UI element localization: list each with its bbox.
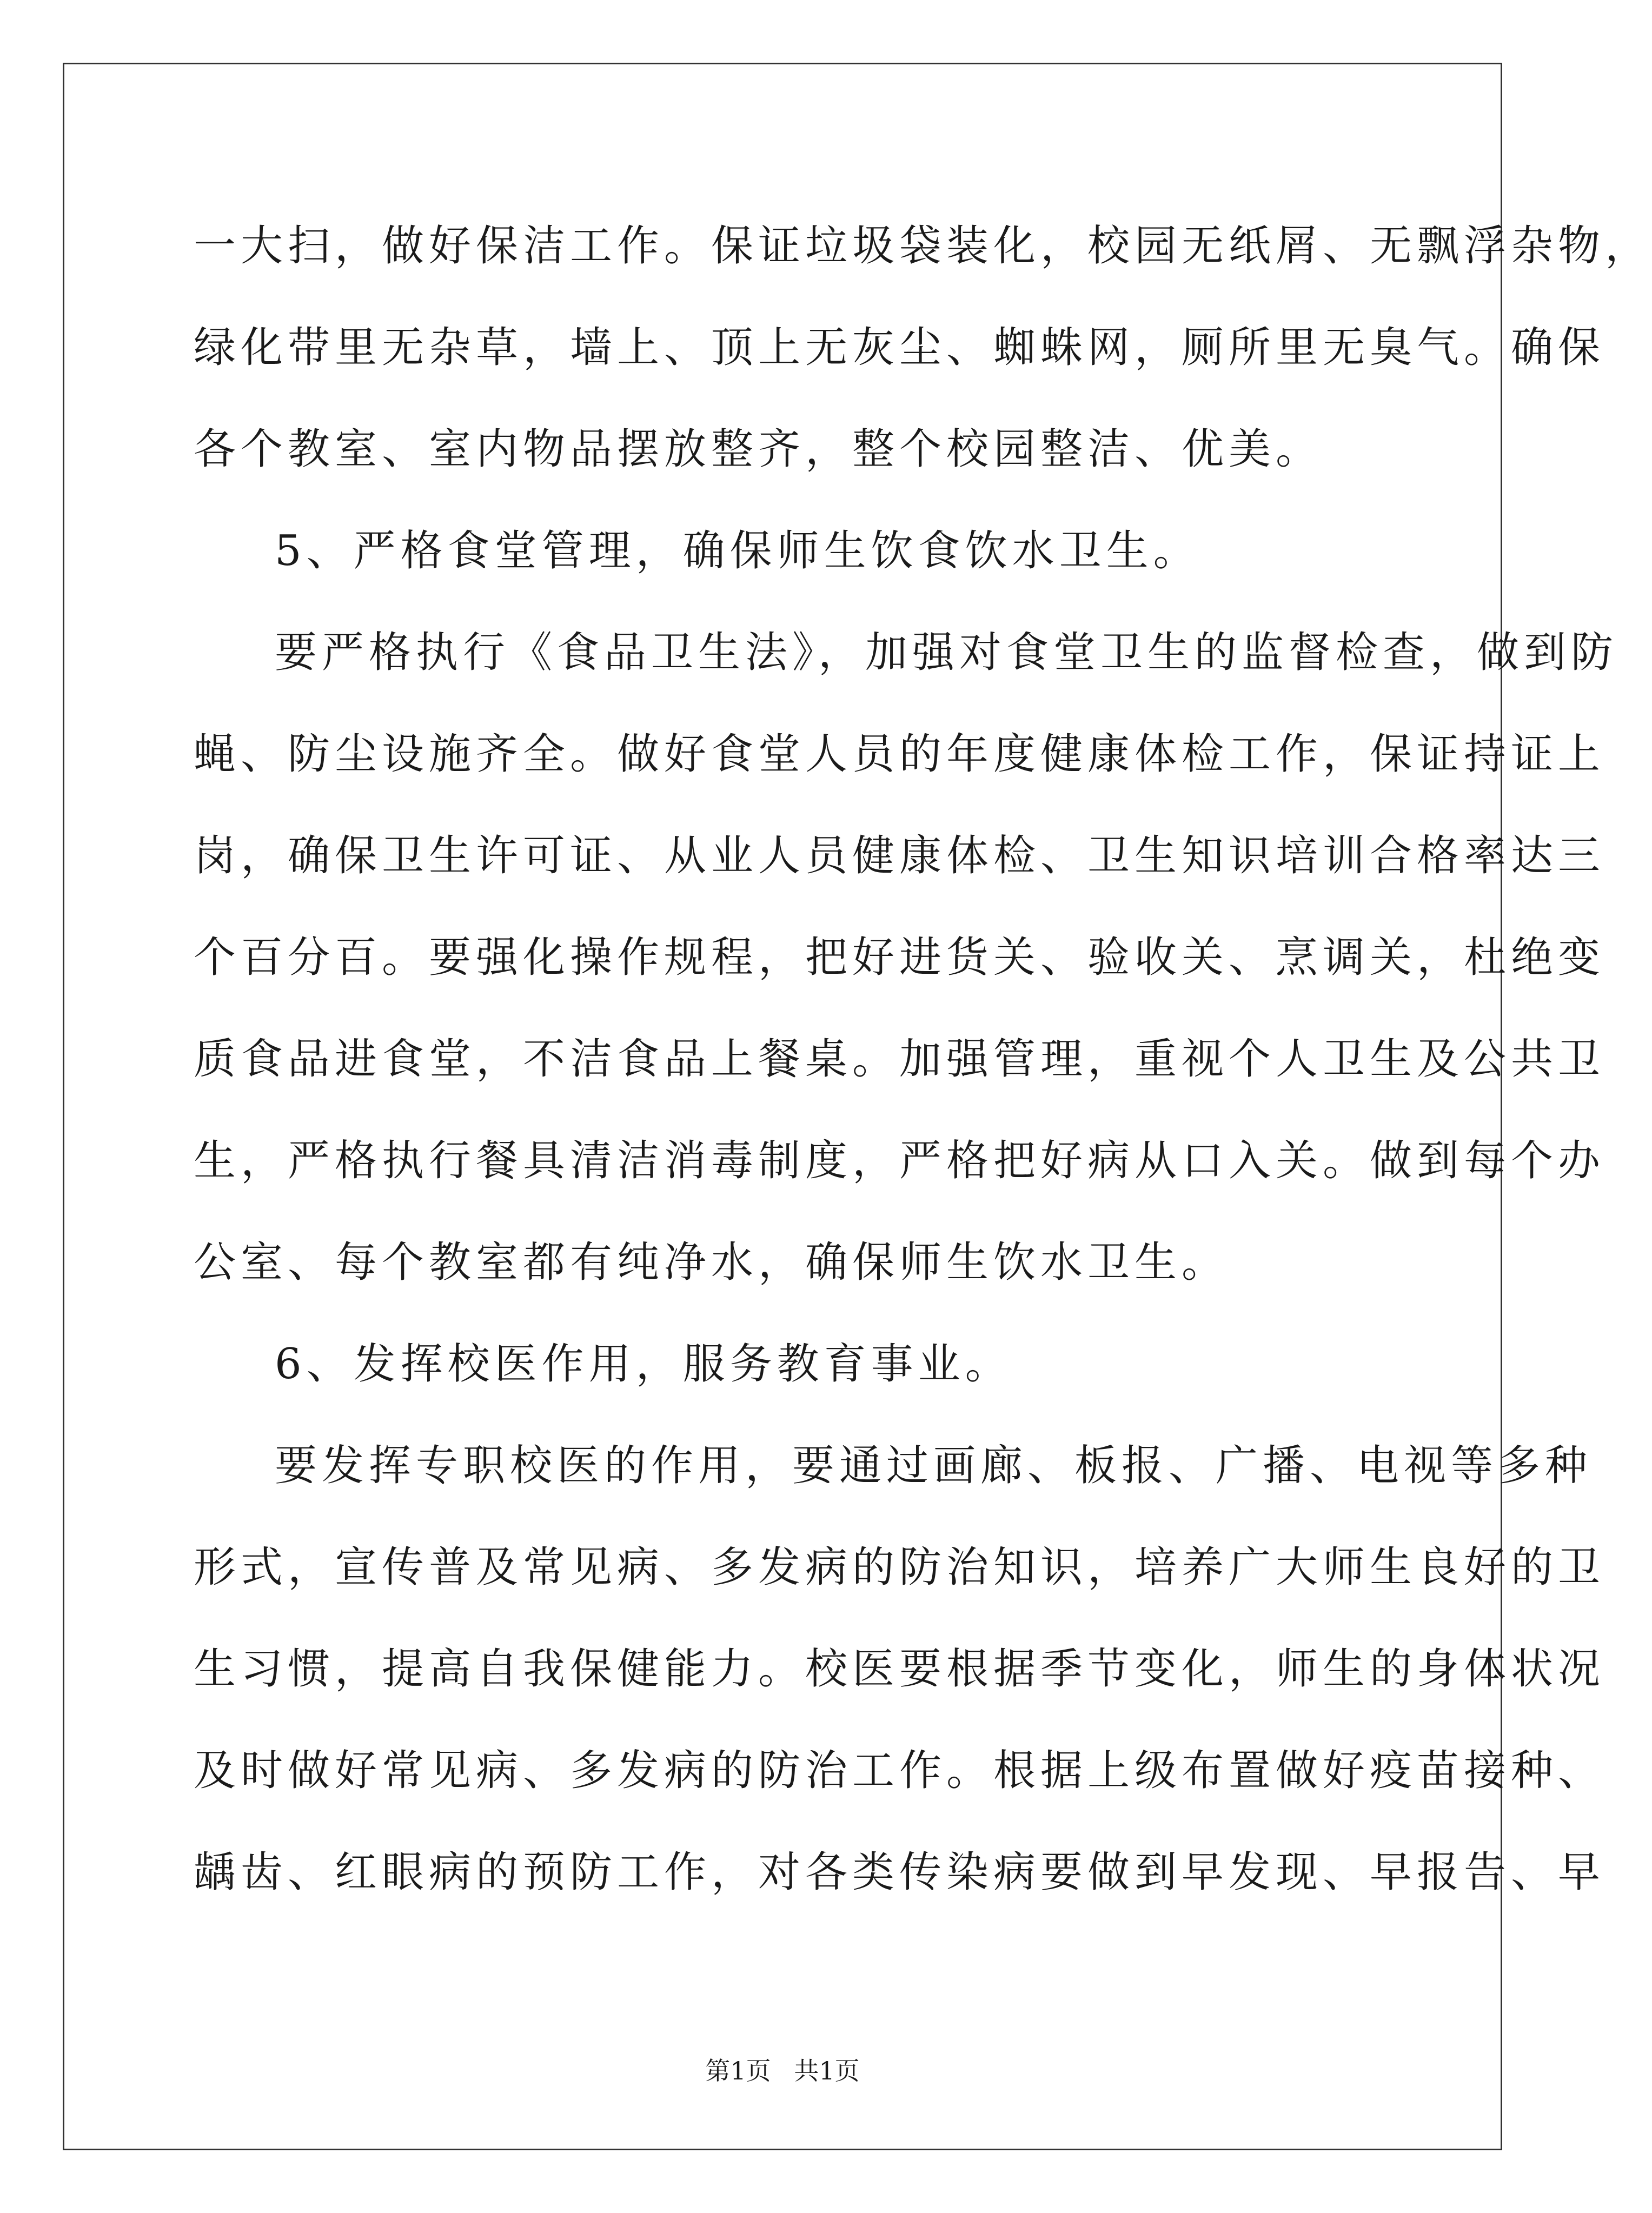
text-line: 要发挥专职校医的作用，要通过画廊、板报、广播、电视等多种 — [275, 1441, 1593, 1490]
text-line: 各个教室、室内物品摆放整齐，整个校园整洁、优美。 — [194, 425, 1323, 474]
text-line: 个百分百。要强化操作规程，把好进货关、验收关、烹调关，杜绝变 — [194, 933, 1605, 982]
text-line: 生，严格执行餐具清洁消毒制度，严格把好病从口入关。做到每个办 — [194, 1137, 1605, 1185]
text-line: 岗，确保卫生许可证、从业人员健康体检、卫生知识培训合格率达三 — [194, 832, 1605, 880]
section-heading-5: 5、严格食堂管理，确保师生饮食饮水卫生。 — [275, 527, 1200, 575]
text-line: 一大扫，做好保洁工作。保证垃圾袋装化，校园无纸屑、无飘浮杂物， — [194, 222, 1652, 270]
text-line: 形式，宣传普及常见病、多发病的防治知识，培养广大师生良好的卫 — [194, 1543, 1605, 1592]
page-number: 第1页 — [705, 2056, 771, 2085]
text-line: 生习惯，提高自我保健能力。校医要根据季节变化，师生的身体状况 — [194, 1645, 1605, 1693]
text-line: 及时做好常见病、多发病的防治工作。根据上级布置做好疫苗接种、 — [194, 1746, 1605, 1795]
text-line: 龋齿、红眼病的预防工作，对各类传染病要做到早发现、早报告、早 — [194, 1848, 1605, 1897]
text-line: 蝇、防尘设施齐全。做好食堂人员的年度健康体检工作，保证持证上 — [194, 730, 1605, 779]
text-line: 质食品进食堂，不洁食品上餐桌。加强管理，重视个人卫生及公共卫 — [194, 1035, 1605, 1084]
text-line: 公室、每个教室都有纯净水，确保师生饮水卫生。 — [194, 1238, 1229, 1287]
section-heading-6: 6、发挥校医作用，服务教育事业。 — [275, 1340, 1012, 1388]
text-line: 绿化带里无杂草，墙上、顶上无灰尘、蜘蛛网，厕所里无臭气。确保 — [194, 323, 1605, 372]
page-footer — [0, 2055, 1565, 2087]
text-line: 要严格执行《食品卫生法》，加强对食堂卫生的监督检查，做到防 — [275, 628, 1618, 677]
page-total: 共1页 — [794, 2056, 860, 2085]
document-body — [194, 214, 1652, 1942]
